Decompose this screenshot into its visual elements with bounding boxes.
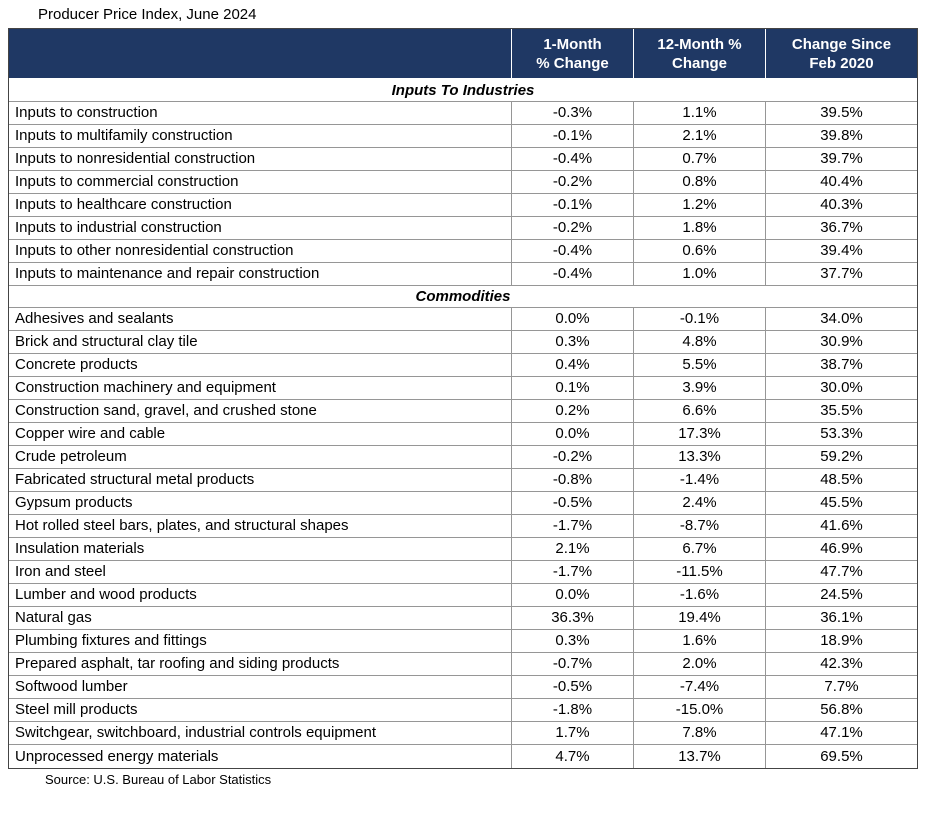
ppi-table	[8, 28, 918, 769]
row-value-cell: -0.2%	[512, 446, 634, 469]
table-row	[9, 171, 917, 194]
row-value-cell: 7.7%	[766, 676, 917, 699]
row-value-cell: 3.9%	[634, 377, 766, 400]
row-value-cell: -0.2%	[512, 171, 634, 194]
table-row	[9, 354, 917, 377]
row-label-cell: Prepared asphalt, tar roofing and siding products	[9, 653, 512, 676]
table-row	[9, 423, 917, 446]
row-value-cell: 1.0%	[634, 263, 766, 286]
row-value-cell: 0.3%	[512, 331, 634, 354]
row-value-cell: 36.3%	[512, 607, 634, 630]
row-value-cell: 0.0%	[512, 308, 634, 331]
row-value-cell: -7.4%	[634, 676, 766, 699]
row-value-cell: 17.3%	[634, 423, 766, 446]
row-value-cell: 1.6%	[634, 630, 766, 653]
row-value-cell: 1.8%	[634, 217, 766, 240]
row-label-cell: Insulation materials	[9, 538, 512, 561]
table-row	[9, 676, 917, 699]
row-value-cell: -8.7%	[634, 515, 766, 538]
row-label-cell: Softwood lumber	[9, 676, 512, 699]
table-row	[9, 469, 917, 492]
row-value-cell: 6.6%	[634, 400, 766, 423]
row-value-cell: 30.0%	[766, 377, 917, 400]
row-value-cell: -0.1%	[512, 194, 634, 217]
row-value-cell: 37.7%	[766, 263, 917, 286]
row-value-cell: 39.5%	[766, 102, 917, 125]
table-row	[9, 263, 917, 286]
row-value-cell: 1.7%	[512, 722, 634, 745]
table-row	[9, 607, 917, 630]
table-row	[9, 400, 917, 423]
row-value-cell: 2.0%	[634, 653, 766, 676]
table-row	[9, 584, 917, 607]
row-label-cell: Inputs to industrial construction	[9, 217, 512, 240]
column-header-12-month	[634, 29, 766, 80]
row-value-cell: -0.2%	[512, 217, 634, 240]
row-label-cell: Copper wire and cable	[9, 423, 512, 446]
row-value-cell: -15.0%	[634, 699, 766, 722]
table-row	[9, 125, 917, 148]
table-row	[9, 446, 917, 469]
row-value-cell: 35.5%	[766, 400, 917, 423]
row-value-cell: 5.5%	[634, 354, 766, 377]
row-label-cell: Inputs to multifamily construction	[9, 125, 512, 148]
column-header-line: Feb 2020	[809, 54, 874, 72]
table-body	[9, 80, 917, 768]
table-row	[9, 630, 917, 653]
row-label-cell: Construction machinery and equipment	[9, 377, 512, 400]
row-value-cell: -0.7%	[512, 653, 634, 676]
row-value-cell: 59.2%	[766, 446, 917, 469]
row-value-cell: 39.4%	[766, 240, 917, 263]
column-header-change-since-feb-2020	[766, 29, 917, 80]
row-label-cell: Plumbing fixtures and fittings	[9, 630, 512, 653]
row-value-cell: -0.1%	[634, 308, 766, 331]
row-value-cell: 0.8%	[634, 171, 766, 194]
row-value-cell: 0.0%	[512, 584, 634, 607]
row-value-cell: 13.7%	[634, 745, 766, 768]
row-value-cell: 34.0%	[766, 308, 917, 331]
row-value-cell: 24.5%	[766, 584, 917, 607]
row-label-cell: Concrete products	[9, 354, 512, 377]
row-value-cell: 42.3%	[766, 653, 917, 676]
row-label-cell: Inputs to commercial construction	[9, 171, 512, 194]
row-label-cell: Fabricated structural metal products	[9, 469, 512, 492]
table-row	[9, 194, 917, 217]
column-header-line: 1-Month	[543, 35, 602, 53]
table-row	[9, 538, 917, 561]
row-value-cell: 0.6%	[634, 240, 766, 263]
row-value-cell: -0.1%	[512, 125, 634, 148]
empty-header-cell	[9, 29, 512, 80]
row-value-cell: 40.3%	[766, 194, 917, 217]
row-label-cell: Inputs to healthcare construction	[9, 194, 512, 217]
row-value-cell: 1.2%	[634, 194, 766, 217]
row-value-cell: -1.4%	[634, 469, 766, 492]
row-value-cell: 47.7%	[766, 561, 917, 584]
row-label-cell: Natural gas	[9, 607, 512, 630]
row-value-cell: 0.1%	[512, 377, 634, 400]
row-value-cell: 4.8%	[634, 331, 766, 354]
table-row	[9, 745, 917, 768]
row-value-cell: 47.1%	[766, 722, 917, 745]
table-row	[9, 561, 917, 584]
row-label-cell: Crude petroleum	[9, 446, 512, 469]
row-value-cell: -0.5%	[512, 492, 634, 515]
row-value-cell: 0.3%	[512, 630, 634, 653]
column-header-line: % Change	[536, 54, 609, 72]
table-header-row	[9, 29, 917, 80]
table-row	[9, 722, 917, 745]
row-label-cell: Inputs to other nonresidential construction	[9, 240, 512, 263]
row-value-cell: 36.7%	[766, 217, 917, 240]
table-row	[9, 148, 917, 171]
row-value-cell: -1.7%	[512, 561, 634, 584]
page-title: Producer Price Index, June 2024	[38, 6, 257, 23]
column-header-1-month	[512, 29, 634, 80]
row-value-cell: 18.9%	[766, 630, 917, 653]
table-row	[9, 492, 917, 515]
table-row	[9, 308, 917, 331]
row-value-cell: 4.7%	[512, 745, 634, 768]
row-value-cell: 2.1%	[512, 538, 634, 561]
row-value-cell: 36.1%	[766, 607, 917, 630]
row-value-cell: 45.5%	[766, 492, 917, 515]
row-label-cell: Brick and structural clay tile	[9, 331, 512, 354]
row-value-cell: 38.7%	[766, 354, 917, 377]
table-row	[9, 240, 917, 263]
row-label-cell: Construction sand, gravel, and crushed stone	[9, 400, 512, 423]
row-value-cell: 69.5%	[766, 745, 917, 768]
row-label-cell: Inputs to construction	[9, 102, 512, 125]
row-value-cell: 48.5%	[766, 469, 917, 492]
row-value-cell: -1.7%	[512, 515, 634, 538]
row-value-cell: -0.4%	[512, 148, 634, 171]
row-value-cell: 1.1%	[634, 102, 766, 125]
row-value-cell: 39.8%	[766, 125, 917, 148]
row-value-cell: 13.3%	[634, 446, 766, 469]
row-value-cell: 6.7%	[634, 538, 766, 561]
table-row	[9, 217, 917, 240]
row-label-cell: Unprocessed energy materials	[9, 745, 512, 768]
table-row	[9, 515, 917, 538]
row-value-cell: -1.6%	[634, 584, 766, 607]
row-value-cell: 2.4%	[634, 492, 766, 515]
row-label-cell: Lumber and wood products	[9, 584, 512, 607]
row-value-cell: 46.9%	[766, 538, 917, 561]
row-value-cell: 41.6%	[766, 515, 917, 538]
source-note: Source: U.S. Bureau of Labor Statistics	[45, 772, 272, 787]
row-label-cell: Inputs to maintenance and repair construction	[9, 263, 512, 286]
row-value-cell: 56.8%	[766, 699, 917, 722]
section-header-label: Inputs To Industries	[9, 80, 917, 102]
row-label-cell: Adhesives and sealants	[9, 308, 512, 331]
table-row	[9, 331, 917, 354]
table-row	[9, 653, 917, 676]
column-header-line: Change Since	[791, 35, 892, 53]
row-label-cell: Inputs to nonresidential construction	[9, 148, 512, 171]
row-value-cell: 53.3%	[766, 423, 917, 446]
row-value-cell: 7.8%	[634, 722, 766, 745]
row-value-cell: 2.1%	[634, 125, 766, 148]
row-value-cell: -0.8%	[512, 469, 634, 492]
table-row	[9, 102, 917, 125]
table-row	[9, 699, 917, 722]
column-header-line: Change	[671, 54, 727, 72]
row-value-cell: -11.5%	[634, 561, 766, 584]
row-label-cell: Gypsum products	[9, 492, 512, 515]
row-label-cell: Steel mill products	[9, 699, 512, 722]
row-value-cell: -0.3%	[512, 102, 634, 125]
row-label-cell: Iron and steel	[9, 561, 512, 584]
row-value-cell: 0.0%	[512, 423, 634, 446]
row-value-cell: 19.4%	[634, 607, 766, 630]
column-header-line: 12-Month %	[657, 35, 742, 53]
row-value-cell: 30.9%	[766, 331, 917, 354]
row-value-cell: -0.4%	[512, 263, 634, 286]
row-value-cell: 0.4%	[512, 354, 634, 377]
section-header-label: Commodities	[9, 286, 917, 308]
row-label-cell: Switchgear, switchboard, industrial controls equipment	[9, 722, 512, 745]
row-value-cell: 39.7%	[766, 148, 917, 171]
table-row	[9, 377, 917, 400]
section-header-row	[9, 80, 917, 102]
section-header-row	[9, 286, 917, 308]
row-value-cell: -0.5%	[512, 676, 634, 699]
row-value-cell: 40.4%	[766, 171, 917, 194]
row-value-cell: -0.4%	[512, 240, 634, 263]
table-header	[9, 29, 917, 80]
row-label-cell: Hot rolled steel bars, plates, and structural shapes	[9, 515, 512, 538]
row-value-cell: 0.2%	[512, 400, 634, 423]
row-value-cell: 0.7%	[634, 148, 766, 171]
row-value-cell: -1.8%	[512, 699, 634, 722]
